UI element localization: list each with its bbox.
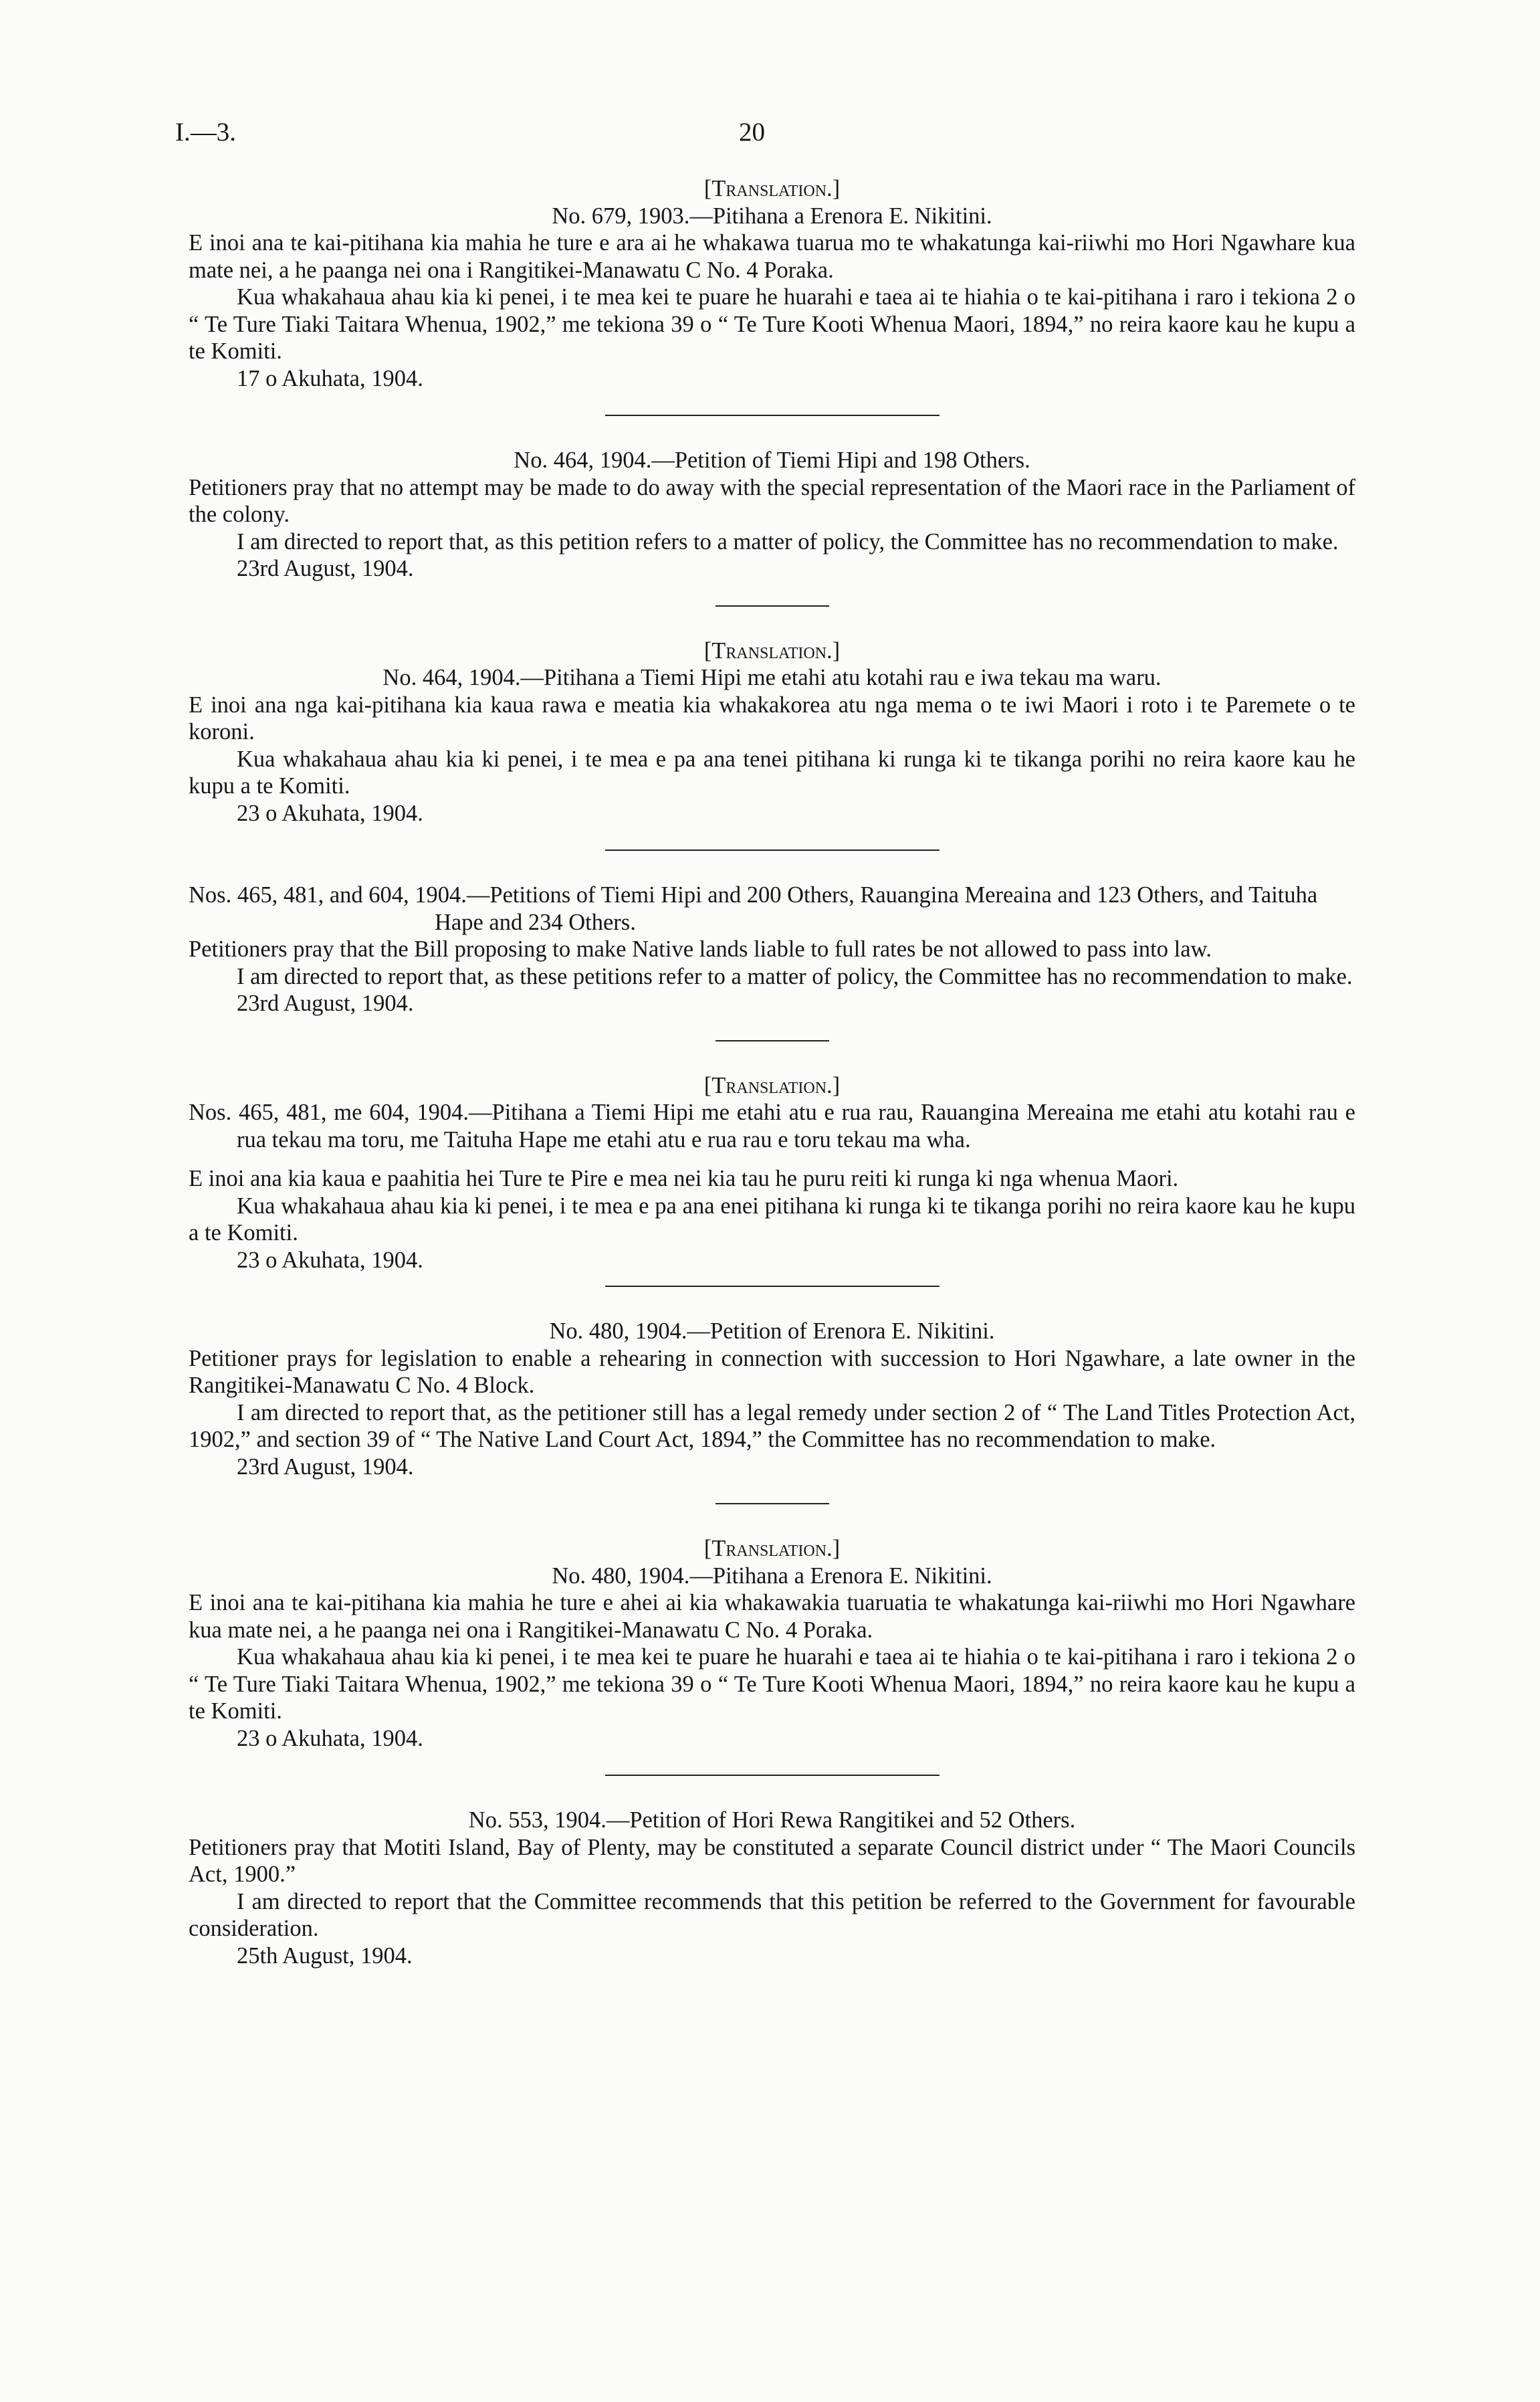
report-date: 23 o Akuhata, 1904. [237, 1725, 423, 1751]
petition-section [189, 882, 1355, 1017]
translation-heading: [Translation.] [703, 1536, 841, 1561]
page-number: 20 [739, 118, 765, 146]
petition-title: Nos. 465, 481, and 604, 1904.—Petitions of Tiemi Hipi and 200 Others, Rauangina Mereaina and 123 Others, and Taituha Hape and 234 Others. [189, 882, 1318, 935]
petition-prayer: E inoi ana te kai-pitihana kia mahia he ture e ahei ai kia whakawakia tuaruatia te whakatunga kai-riiwhi mo Hori Ngawhare kua mate nei, a he paanga nei ona i Rangitikei-Manawatu C No. 4 Poraka. [189, 1590, 1355, 1643]
petition-section [189, 637, 1355, 827]
petition-prayer: Petitioners pray that the Bill proposing to make Native lands liable to full rates be not allowed to pass into law. [189, 936, 1212, 962]
report-date: 23rd August, 1904. [237, 991, 414, 1016]
petition-section [189, 175, 1355, 392]
report-date: 25th August, 1904. [237, 1942, 413, 1969]
report-date: 23rd August, 1904. [237, 1454, 414, 1480]
petition-title: No. 464, 1904.—Petition of Tiemi Hipi and 198 Others. [514, 447, 1030, 473]
petition-title: No. 464, 1904.—Pitihana a Tiemi Hipi me etahi atu kotahi rau e iwa tekau ma waru. [382, 665, 1162, 690]
committee-report: Kua whakahaua ahau kia ki penei, i te mea kei te puare he huarahi e taea ai te hiahia o te kai-pitihana i raro i tekiona 2 o “ Te Ture Tiaki Taitara Whenua, 1902,” me tekiona 39 o “ Te Ture Kooti Whenua Maori, 1894,” no reira kaore kau he kupu a te Komiti. [189, 284, 1355, 364]
report-date: 23 o Akuhata, 1904. [237, 800, 423, 826]
committee-report: Kua whakahaua ahau kia ki penei, i te mea kei te puare he huarahi e taea ai te hiahia o te kai-pitihana i raro i tekiona 2 o “ Te Ture Tiaki Taitara Whenua, 1902,” me tekiona 39 o “ Te Ture Kooti Whenua Maori, 1894,” no reira kaore kau he kupu a te Komiti. [189, 1644, 1355, 1724]
petition-section [189, 1535, 1355, 1752]
petition-section [189, 1807, 1355, 1969]
petition-title: No. 480, 1904.—Petition of Erenora E. Nikitini. [549, 1318, 995, 1344]
translation-heading: [Translation.] [703, 176, 841, 201]
petition-prayer: E inoi ana kia kaua e paahitia hei Ture te Pire e mea nei kia tau he puru reiti ki runga ki nga whenua Maori. [189, 1166, 1179, 1191]
petition-title: Nos. 465, 481, me 604, 1904.—Pitihana a Tiemi Hipi me etahi atu e rua rau, Rauangina Mereaina me etahi atu kotahi rau e rua tekau ma toru, me Taituha Hape me etahi atu e rua rau e toru tekau ma wha. [189, 1100, 1355, 1153]
petition-prayer: Petitioners pray that no attempt may be made to do away with the special representation of the Maori race in the Parliament of the colony. [189, 474, 1355, 527]
committee-report: I am directed to report that, as this petition refers to a matter of policy, the Committee has no recommendation to make. [237, 528, 1339, 555]
petition-section [189, 1318, 1355, 1480]
committee-report: I am directed to report that the Committee recommends that this petition be referred to the Government for favourable consideration. [189, 1888, 1355, 1941]
translation-heading: [Translation.] [703, 1072, 841, 1098]
page-content [189, 175, 1355, 1969]
petition-title: No. 679, 1903.—Pitihana a Erenora E. Nikitini. [552, 203, 992, 229]
petition-prayer: E inoi ana te kai-pitihana kia mahia he ture e ara ai he whakawa tuarua mo te whakatunga kai-riiwhi mo Hori Ngawhare kua mate nei, a he paanga nei ona i Rangitikei-Manawatu C No. 4 Poraka. [189, 230, 1355, 283]
petition-section [189, 1072, 1355, 1274]
report-date: 23 o Akuhata, 1904. [237, 1247, 423, 1273]
committee-report: I am directed to report that, as these petitions refer to a matter of policy, the Committee has no recommendation to make. [237, 963, 1353, 989]
petition-title: No. 480, 1904.—Pitihana a Erenora E. Nikitini. [552, 1563, 992, 1589]
report-date: 17 o Akuhata, 1904. [237, 365, 423, 391]
petition-title: No. 553, 1904.—Petition of Hori Rewa Rangitikei and 52 Others. [468, 1807, 1076, 1833]
committee-report: Kua whakahaua ahau kia ki penei, i te mea e pa ana tenei pitihana ki runga ki te tikanga porihi no reira kaore kau he kupu a te Komiti. [189, 746, 1355, 799]
report-date: 23rd August, 1904. [237, 556, 414, 581]
petition-prayer: E inoi ana nga kai-pitihana kia kaua rawa e meatia kia whakakorea atu nga mema o te iwi Maori i roto i te Paremete o te koroni. [189, 692, 1355, 744]
committee-report: I am directed to report that, as the petitioner still has a legal remedy under section 2 of “ The Land Titles Protection Act, 1902,” and section 39 of “ The Native Land Court Act, 1894,” the Committee has no recommendation to make. [189, 1399, 1355, 1452]
translation-heading: [Translation.] [703, 637, 841, 664]
petition-prayer: Petitioner prays for legislation to enable a rehearing in connection with succession to Hori Ngawhare, a late owner in the Rangitikei-Manawatu C No. 4 Block. [189, 1345, 1355, 1398]
committee-report: Kua whakahaua ahau kia ki penei, i te mea e pa ana enei pitihana ki runga ki te tikanga porihi no reira kaore kau he kupu a te Komiti. [189, 1193, 1355, 1245]
paper-reference: I.—3. [175, 118, 236, 146]
petition-section [189, 447, 1355, 583]
page-header [0, 117, 1540, 157]
petition-prayer: Petitioners pray that Motiti Island, Bay of Plenty, may be constituted a separate Council district under “ The Maori Councils Act, 1900.” [189, 1834, 1355, 1887]
